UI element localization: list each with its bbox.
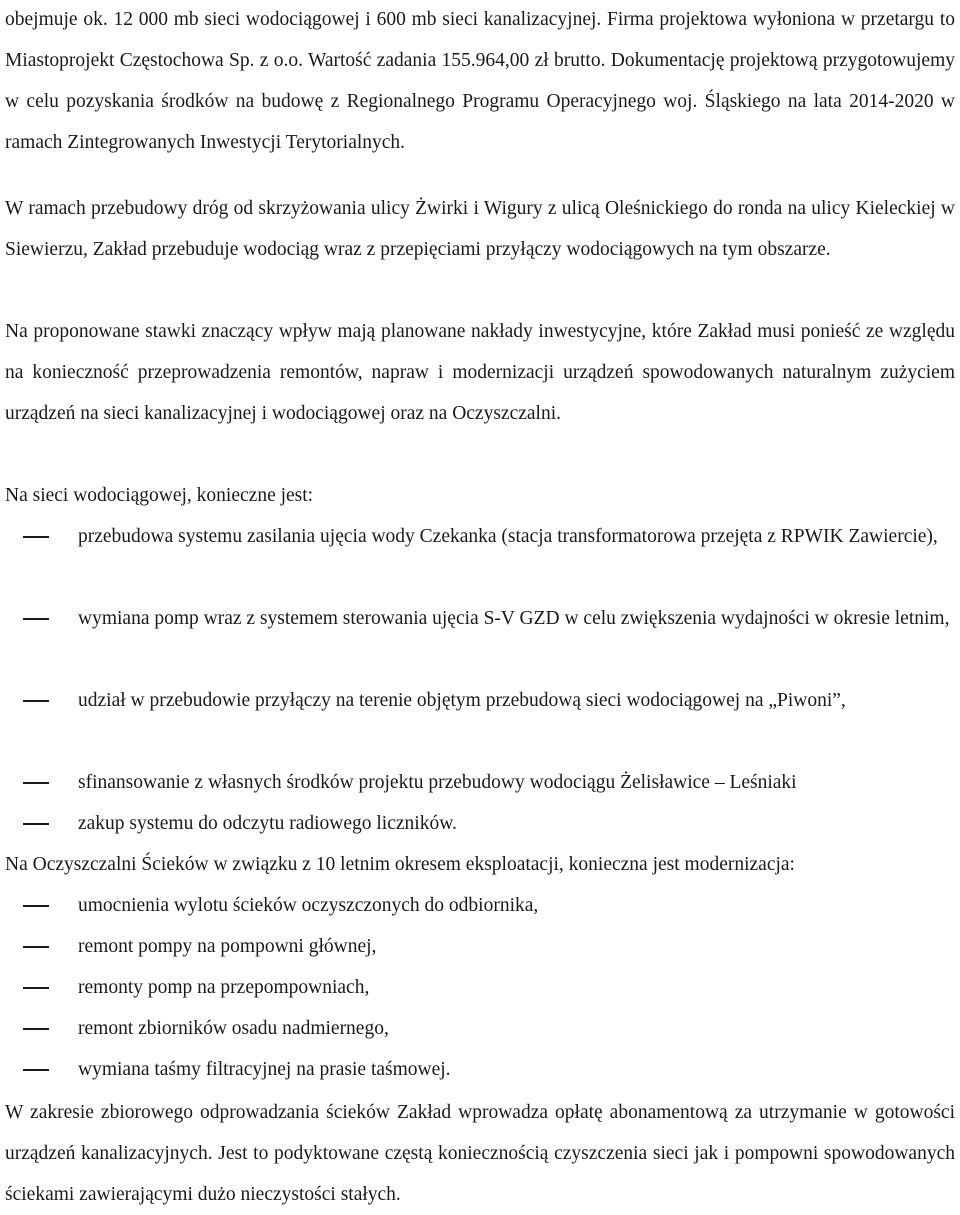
list-item-text: przebudowa systemu zasilania ujęcia wody Czekanka (stacja transformatorowa przejęta z RPWIK Zawiercie), — [78, 526, 938, 547]
dash-bullet-icon — [23, 946, 49, 948]
list-item — [5, 967, 955, 1008]
list-item-text: remont zbiorników osadu nadmiernego, — [78, 1018, 389, 1039]
list-item-text: udział w przebudowie przyłączy na terenie objętym przebudową sieci wodociągowej na „Piwoni”, — [78, 690, 846, 711]
paragraph-water-network-heading: Na sieci wodociągowej, konieczne jest: — [5, 485, 314, 506]
list-item — [5, 803, 955, 844]
list-item-text: umocnienia wylotu ścieków oczyszczonych do odbiornika, — [78, 895, 539, 916]
list-item-text: wymiana taśmy filtracyjnej na prasie taśmowej. — [78, 1059, 451, 1080]
list-item — [5, 885, 955, 926]
paragraph-road-reconstruction: W ramach przebudowy dróg od skrzyżowania ulicy Żwirki i Wigury z ulicą Oleśnickiego do ronda na ulicy Kieleckiej w Siewierzu, Zakład przebuduje wodociąg wraz z przepięciami przyłączy wodociągowych na tym obszarze. — [5, 198, 955, 260]
dash-bullet-icon — [23, 987, 49, 989]
dash-bullet-icon — [23, 700, 49, 702]
dash-bullet-icon — [23, 905, 49, 907]
paragraph-proposed-rates: Na proponowane stawki znaczący wpływ mają planowane nakłady inwestycyjne, które Zakład musi ponieść ze względu na konieczność przeprowadzenia remontów, napraw i modernizacji urządzeń spowodowanych naturalnym zużyciem urządzeń na sieci kanalizacyjnej i wodociągowej oraz na Oczyszczalni. — [5, 321, 955, 424]
dash-bullet-icon — [23, 823, 49, 825]
list-item — [5, 1049, 955, 1090]
list-item — [5, 926, 955, 967]
list-item — [5, 516, 955, 557]
paragraph-project-design: obejmuje ok. 12 000 mb sieci wodociągowej i 600 mb sieci kanalizacyjnej. Firma projektowa wyłoniona w przetargu to Miastoprojekt Częstochowa Sp. z o.o. Wartość zadania 155.964,00 zł brutto. Dokumentację projektową przygotowujemy w celu pozyskania środków na budowę z Regionalnego Programu Operacyjnego woj. Śląskiego na lata 2014-2020 w ramach Zintegrowanych Inwestycji Terytorialnych. — [5, 9, 955, 153]
dash-bullet-icon — [23, 1069, 49, 1071]
list-item — [5, 762, 955, 803]
list-item — [5, 1008, 955, 1049]
list-item-text: wymiana pomp wraz z systemem sterowania ujęcia S-V GZD w celu zwiększenia wydajności w okresie letnim, — [78, 608, 950, 629]
list-item-text: zakup systemu do odczytu radiowego liczników. — [78, 813, 457, 834]
list-item-text: remont pompy na pompowni głównej, — [78, 936, 377, 957]
list-item — [5, 680, 955, 721]
dash-bullet-icon — [23, 1028, 49, 1030]
paragraph-subscription-fee: W zakresie zbiorowego odprowadzania ścieków Zakład wprowadza opłatę abonamentową za utrzymanie w gotowości urządzeń kanalizacyjnych. Jest to podyktowane częstą koniecznością czyszczenia sieci jak i pompowni spowodowanych ściekami zawierającymi dużo nieczystości stałych. — [5, 1102, 955, 1205]
list-item-text: remonty pomp na przepompowniach, — [78, 977, 370, 998]
list-item-text: sfinansowanie z własnych środków projektu przebudowy wodociągu Żelisławice – Leśniaki — [78, 772, 797, 793]
list-item — [5, 598, 955, 639]
dash-bullet-icon — [23, 618, 49, 620]
paragraph-treatment-plant-heading: Na Oczyszczalni Ścieków w związku z 10 letnim okresem eksploatacji, konieczna jest modernizacja: — [5, 854, 795, 875]
dash-bullet-icon — [23, 782, 49, 784]
dash-bullet-icon — [23, 536, 49, 538]
